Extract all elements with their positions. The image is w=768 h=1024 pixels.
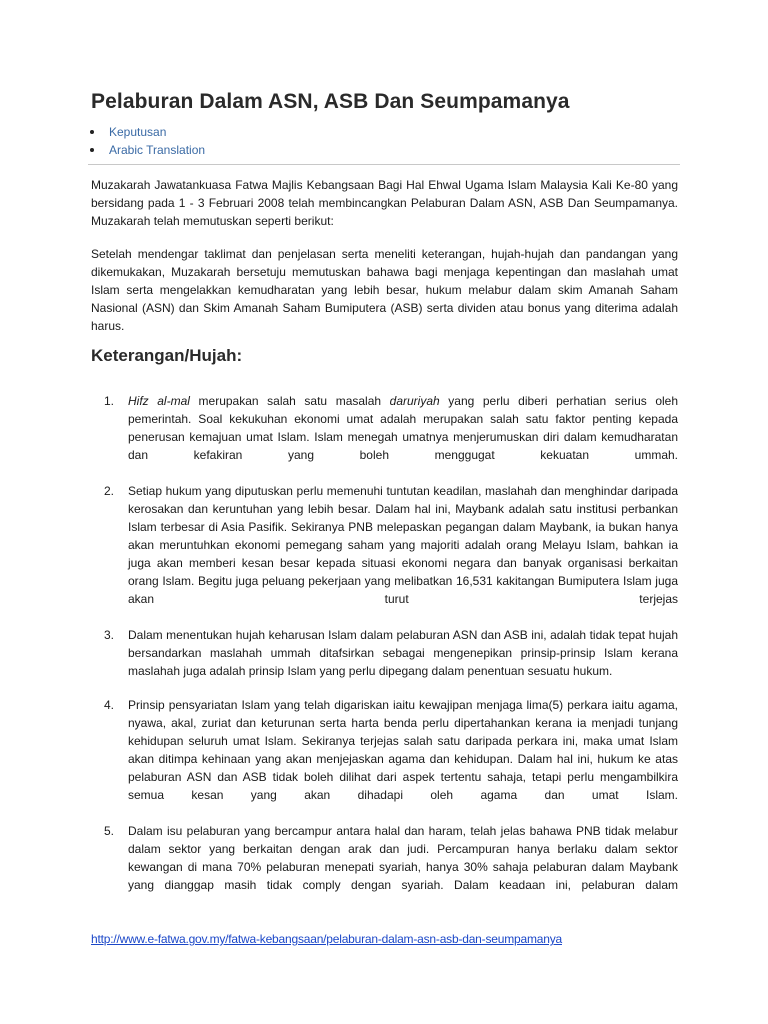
tab-keputusan-link[interactable]: Keputusan xyxy=(109,125,167,139)
list-item-number: 1. xyxy=(104,394,115,408)
tab-list xyxy=(88,123,680,165)
list-item-number: 2. xyxy=(104,484,115,498)
list-item-number: 5. xyxy=(104,824,115,838)
list-item-number: 4. xyxy=(104,698,115,712)
term-hifz-al-mal: Hifz al-mal xyxy=(128,394,190,408)
tab-arabic-translation[interactable] xyxy=(88,141,680,159)
tab-arabic-translation-link[interactable]: Arabic Translation xyxy=(109,143,206,157)
source-url-link[interactable]: http://www.e-fatwa.gov.my/fatwa-kebangsaan/pelaburan-dalam-asn-asb-dan-seumpamanya xyxy=(91,932,562,946)
list-item-text: Setiap hukum yang diputuskan perlu memenuhi tuntutan keadilan, maslahah dan menghindar daripada kerosakan dan keruntuhan yang lebih besar. Dalam hal ini, Maybank adalah satu institusi perbankan Islam terbesar di Asia Pasifik. Sekiranya PNB melepaskan pegangan dalam Maybank, ia bukan hanya akan meruntuhkan ekonomi pemegang saham yang majoriti adalah orang Melayu Islam, bahkan ia juga akan memberi kesan besar kepada situasi ekonomi negara dan banyak organisasi berkaitan orang Islam. Begitu juga peluang pekerjaan yang melibatkan 16,531 kakitangan Bumiputera Islam juga akan turut terjejas xyxy=(128,484,678,606)
tab-keputusan[interactable] xyxy=(88,123,680,141)
page-title: Pelaburan Dalam ASN, ASB Dan Seumpamanya xyxy=(91,90,570,113)
list-item-text: Hifz al-mal merupakan salah satu masalah daruriyah yang perlu diberi perhatian serius oleh pemerintah. Soal kekukuhan ekonomi umat adalah merupakan salah satu faktor penting kepada penerusan kemajuan umat Islam. Islam menegah umatnya menjerumuskan diri dalam kemudharatan dan kefakiran yang boleh menggugat kekuatan ummah. xyxy=(128,394,679,462)
term-daruriyah: daruriyah xyxy=(389,394,440,408)
section-heading: Keterangan/Hujah: xyxy=(91,346,243,365)
list-item-text: Dalam isu pelaburan yang bercampur antara halal dan haram, telah jelas bahawa PNB tidak melabur dalam sektor yang berkaitan dengan arak dan judi. Percampuran hanya berlaku dalam sektor kewangan di mana 70% pelaburan menepati syariah, hanya 30% sahaja pelaburan dalam Maybank yang dianggap masih tidak comply dengan syariah. Dalam keadaan ini, pelaburan dalam xyxy=(128,824,678,892)
list-item-number: 3. xyxy=(104,628,115,642)
list-item xyxy=(104,696,678,804)
list-item xyxy=(104,822,678,894)
intro-paragraph: Muzakarah Jawatankuasa Fatwa Majlis Kebangsaan Bagi Hal Ehwal Ugama Islam Malaysia Kali Ke-80 yang bersidang pada 1 - 3 Februari 2008 telah membincangkan Pelaburan Dalam ASN, ASB Dan Seumpamanya. Muzakarah telah memutuskan seperti berikut: xyxy=(91,178,678,228)
list-item xyxy=(104,626,678,680)
list-item xyxy=(104,392,678,464)
list-item-text: Dalam menentukan hujah keharusan Islam dalam pelaburan ASN dan ASB ini, adalah tidak tepat hujah bersandarkan maslahah ummah ditafsirkan sebagai mengenepikan prinsip-prinsip Islam kerana maslahah juga adalah prinsip Islam yang perlu dipegang dalam penentuan sesuatu hukum. xyxy=(128,628,678,678)
list-item-text: Prinsip pensyariatan Islam yang telah digariskan iaitu kewajipan menjaga lima(5) perkara iaitu agama, nyawa, akal, zuriat dan keturunan serta harta benda perlu dipertahankan kerana ia menjadi tunjang kehidupan seluruh umat Islam. Sekiranya terjejas salah satu daripada perkara ini, maka umat Islam akan ditimpa kehinaan yang akan menjejaskan agama dan kehidupan. Dalam hal ini, hukum ke atas pelaburan ASN dan ASB tidak boleh dilihat dari aspek tertentu sahaja, tetapi perlu mengambilkira semua kesan yang akan dihadapi oleh agama dan umat Islam. xyxy=(128,698,678,802)
list-item xyxy=(104,482,678,608)
decision-paragraph: Setelah mendengar taklimat dan penjelasan serta meneliti keterangan, hujah-hujah dan pandangan yang dikemukakan, Muzakarah bersetuju memutuskan bahawa bagi menjaga kepentingan dan maslahah umat Islam serta mengelakkan kemudharatan yang lebih besar, hukum melabur dalam skim Amanah Saham Nasional (ASN) dan Skim Amanah Saham Bumiputera (ASB) serta dividen atau bonus yang diterima adalah harus. xyxy=(91,247,678,333)
